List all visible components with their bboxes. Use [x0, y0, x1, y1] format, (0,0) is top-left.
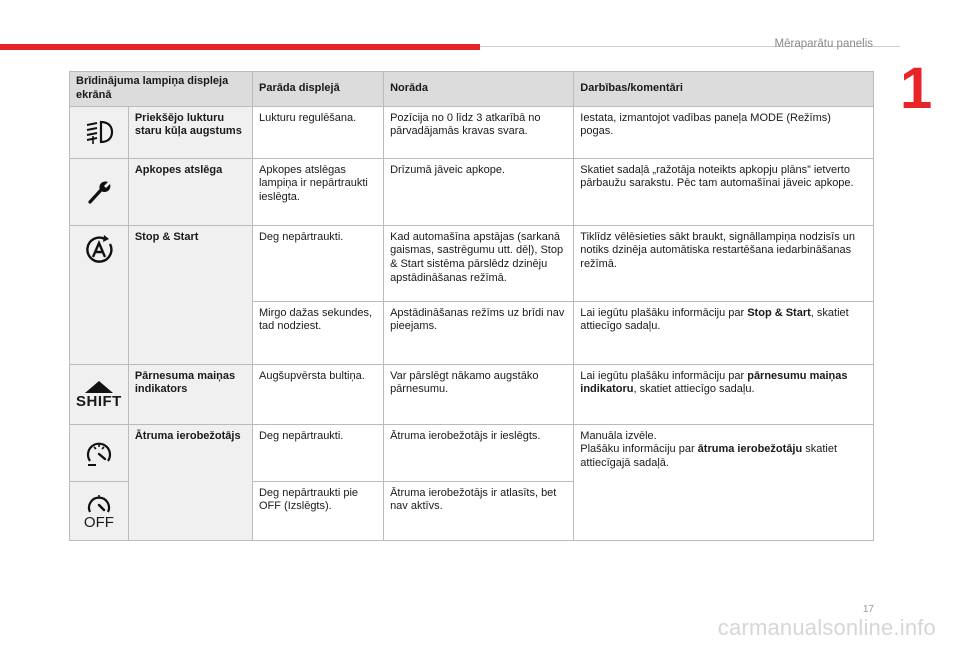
limiter-off-icon-cell: [70, 481, 129, 540]
stopstart-indicates-2: Apstādināšanas režīms uz brīdi nav pieejams.: [384, 301, 574, 364]
limiter-indicates-2: Ātruma ierobežotājs ir atlasīts, bet nav aktīvs.: [384, 481, 574, 540]
limiter-action: Manuāla izvēle. Plašāku informāciju par ātruma ierobežotāju skatiet attiecīgajā sadaļā.: [574, 424, 874, 540]
table-header-row: [70, 72, 874, 107]
service-display: Apkopes atslēgas lampiņa ir nepārtraukti ieslēgta.: [252, 158, 383, 225]
shift-name: Pārnesuma maiņas indikators: [128, 364, 252, 424]
limiter-display-2: Deg nepārtraukti pie OFF (Izslēgts).: [252, 481, 383, 540]
stopstart-icon-cell: [70, 225, 129, 364]
speed-limiter-off-icon: [85, 491, 113, 515]
service-action: Skatiet sadaļā „ražotāja noteikts apkopju plāns” ietverto pārbaužu sarakstu. Pēc tam automašīnai jāveic apkope.: [574, 158, 874, 225]
table-row-headlamp: [70, 106, 874, 158]
service-indicates: Drīzumā jāveic apkope.: [384, 158, 574, 225]
column-header-actions: Darbības/komentāri: [574, 72, 874, 107]
shift-action: Lai iegūtu plašāku informāciju par pārnesumu maiņas indikatoru, skatiet attiecīgo sadaļu.: [574, 364, 874, 424]
speed-limiter-icon: [83, 437, 115, 469]
service-name: Apkopes atslēga: [128, 158, 252, 225]
shift-display: Augšupvērsta bultiņa.: [252, 364, 383, 424]
limiter-off-label: OFF: [83, 514, 114, 531]
column-header-indicates: Norāda: [384, 72, 574, 107]
header-red-bar: [0, 44, 480, 50]
limiter-link-text: ātruma ierobežotāju: [697, 443, 803, 456]
limiter-display-1: Deg nepārtraukti.: [252, 424, 383, 481]
limiter-indicates-1: Ātruma ierobežotājs ir ieslēgts.: [384, 424, 574, 481]
limiter-name: Ātruma ierobežotājs: [128, 424, 252, 540]
shift-indicates: Var pārslēgt nākamo augstāko pārnesumu.: [384, 364, 574, 424]
shift-icon-cell: [70, 364, 129, 424]
watermark: carmanualsonline.info: [717, 615, 936, 640]
stopstart-indicates-1: Kad automašīna apstājas (sarkanā gaismas, sastrēgumu utt. dēļ), Stop & Start sistēma pārslēdz dzinēju apstādināšanas režīmā.: [384, 225, 574, 301]
chapter-number: 1: [900, 56, 933, 121]
stopstart-display-2: Mirgo dažas sekundes, tad nodziest.: [252, 301, 383, 364]
section-title: Mēraparātu panelis: [774, 38, 873, 50]
headlamp-indicates: Pozīcija no 0 līdz 3 atkarībā no pārvadājamās kravas svara.: [384, 106, 574, 158]
page-number: 17: [862, 604, 874, 615]
stopstart-action-2: Lai iegūtu plašāku informāciju par Stop & Start, skatiet attiecīgo sadaļu.: [574, 301, 874, 364]
shift-link-text: pārnesumu maiņas indikatoru: [580, 369, 848, 396]
headlamp-icon-cell: [70, 106, 129, 158]
shift-icon-label: SHIFT: [76, 392, 122, 410]
warning-lamps-table: [69, 71, 874, 541]
column-header-lamp: Brīdinājuma lampiņa displeja ekrānā: [70, 72, 253, 107]
table-row-stopstart-1: [70, 225, 874, 301]
stopstart-action-1: Tiklīdz vēlēsieties sākt braukt, signāllampiņa nodzisīs un notiks dzinēja automātiska restartēšana iedarbināšanas režīmā.: [574, 225, 874, 301]
headlamp-action: Iestata, izmantojot vadības paneļa MODE (Režīms) pogas.: [574, 106, 874, 158]
headlamp-name: Priekšējo lukturu staru kūļa augstums: [128, 106, 252, 158]
wrench-icon: [84, 177, 114, 207]
column-header-display: Parāda displejā: [252, 72, 383, 107]
headlamp-beam-icon: [82, 115, 116, 149]
table-row-shift: [70, 364, 874, 424]
stop-start-icon: [83, 234, 115, 266]
shift-up-arrow-icon: [79, 380, 119, 394]
stopstart-name: Stop & Start: [128, 225, 252, 364]
table-row-service: [70, 158, 874, 225]
service-icon-cell: [70, 158, 129, 225]
limiter-icon-cell: [70, 424, 129, 481]
table-row-limiter-1: [70, 424, 874, 481]
stopstart-display-1: Deg nepārtraukti.: [252, 225, 383, 301]
stopstart-link-text: Stop & Start: [747, 306, 811, 319]
headlamp-display: Lukturu regulēšana.: [252, 106, 383, 158]
